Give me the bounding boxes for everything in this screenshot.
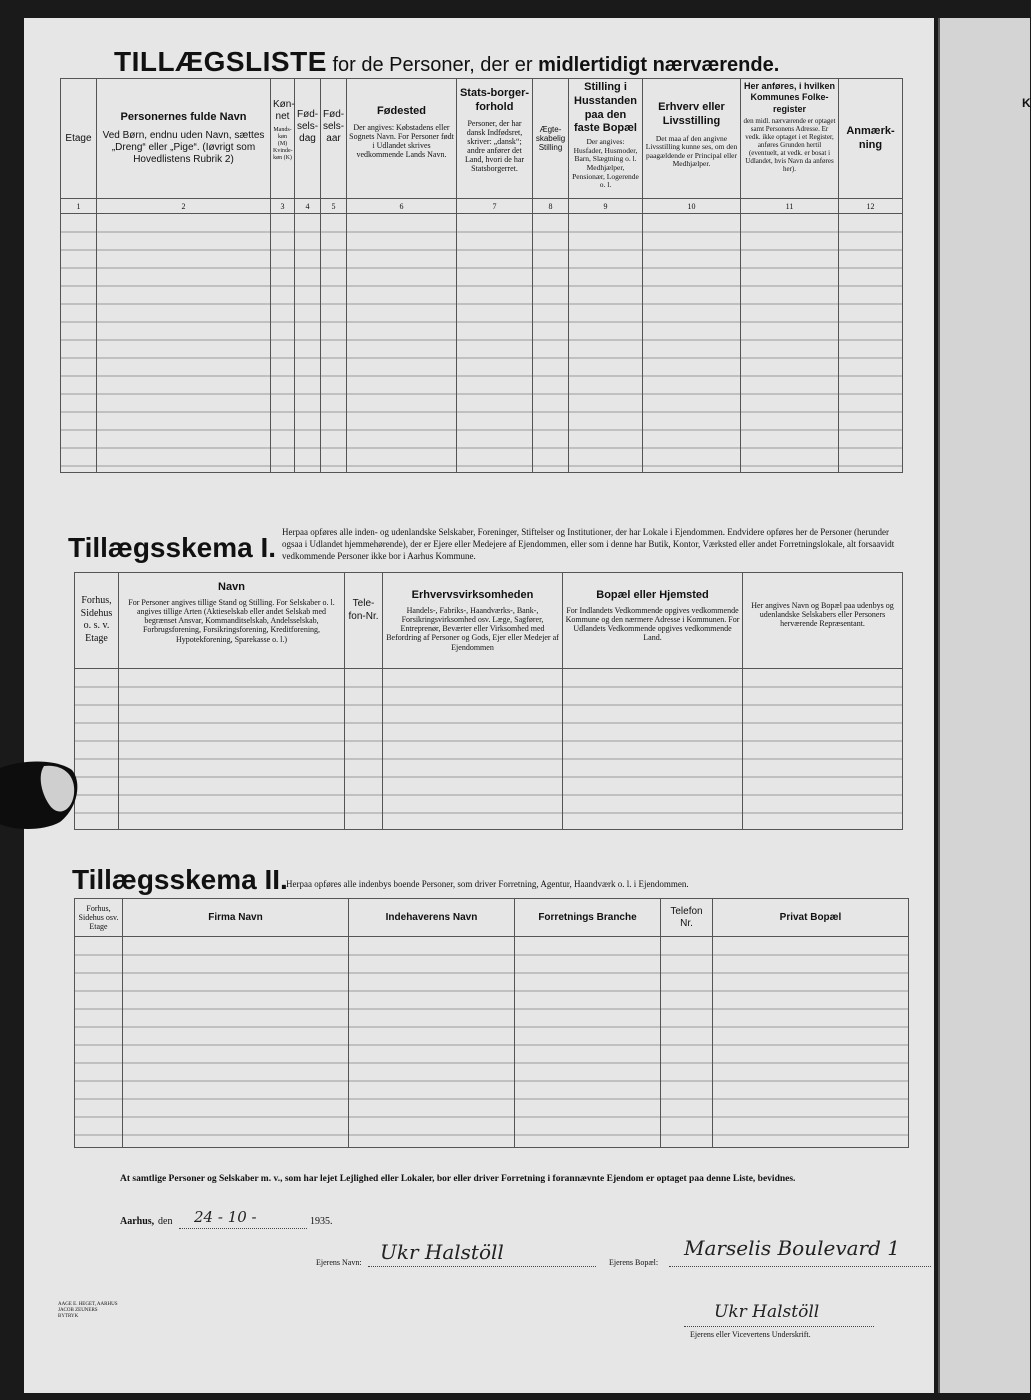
skema1-col-erhverv: Erhvervsvirksomheden Handels-, Fabriks-, Haandværks-, Bank-, Forsikringsvirksomhed osv. Læge, Sagfører, Entreprenør, Beværter eller Virksomhed med Befordring af Personer og Gods, Ejer eller Medejer af Ejendommen bbox=[383, 573, 563, 669]
skema2-title: Tillægsskema II. bbox=[72, 864, 288, 895]
col-fodselsaar-header: Fød-sels-aar bbox=[321, 79, 347, 199]
skema1-col-bopael: Bopæl eller Hjemsted For Indlandets Vedkommende opgives vedkommende Kommune og den nærmere Adresse i Kommunen. For Udlandets Vedkommende opgives vedkommende Land. bbox=[563, 573, 743, 669]
year-label: 1935. bbox=[310, 1216, 333, 1227]
col-etage-header: Etage bbox=[61, 79, 97, 199]
thumb-icon bbox=[0, 760, 80, 832]
skema1-table bbox=[74, 572, 903, 830]
col-fodselsdag-header: Fød-sels-dag bbox=[295, 79, 321, 199]
col-anmaerkning-header: Anmærk-ning bbox=[839, 79, 903, 199]
owner-name-label: Ejerens Navn: bbox=[316, 1258, 362, 1267]
skema1-col-repraesentant: Her angives Navn og Bopæl paa udenbys og udenlandske Selskabers eller Personers herværende Repræsentant. bbox=[743, 573, 903, 669]
col-fodested-header: Fødested Der angives: Købstadens eller Sognets Navn. For Personer født i Udlandet skrives vedkommende Lands Navn. bbox=[347, 79, 457, 199]
owner-address: Marselis Boulevard 1 bbox=[684, 1236, 900, 1260]
skema1-body bbox=[75, 669, 903, 830]
skema1-col-etage: Forhus, Sidehus o. s. v. Etage bbox=[75, 573, 119, 669]
skema1-header-row bbox=[75, 573, 903, 669]
skema2-table bbox=[74, 898, 909, 1148]
signature-label: Ejerens eller Vicevertens Underskrift. bbox=[690, 1330, 811, 1339]
col-stilling-header: Stilling i Husstanden paa den faste Bopæl Der angives: Husfader, Husmoder, Barn, Slægtning o. l. Medhjælper, Pensionær, Logerende o. l. bbox=[569, 79, 643, 199]
adjacent-page bbox=[938, 18, 1030, 1393]
skema1-col-telefon: Tele-fon-Nr. bbox=[345, 573, 383, 669]
main-table-header-row bbox=[61, 79, 903, 199]
skema2-body bbox=[75, 937, 909, 1148]
adjacent-page-letter: K bbox=[1022, 96, 1031, 110]
skema2-description: Herpaa opføres alle indenbys boende Personer, som driver Forretning, Agentur, Haandværk o. l. i Ejendommen. bbox=[286, 879, 689, 889]
skema1-title: Tillægsskema I. bbox=[68, 532, 277, 563]
date-handwritten: 24 - 10 - bbox=[194, 1208, 257, 1226]
owner-address-label: Ejerens Bopæl: bbox=[609, 1258, 659, 1267]
col-erhverv-header: Erhverv eller Livsstilling Det maa af den angivne Livsstilling kunne ses, om den paagældende er Principal eller Medhjælper. bbox=[643, 79, 741, 199]
col-konnet-header: Køn-net Mands-køn (M) Kvinde-køn (K) bbox=[271, 79, 295, 199]
main-table-body bbox=[61, 214, 903, 473]
col-aegteskabelig-header: Ægte-skabelig Stilling bbox=[533, 79, 569, 199]
form-title: TILLÆGSLISTE for de Personer, der er midlertidigt nærværende. bbox=[114, 46, 780, 77]
form-page bbox=[24, 18, 934, 1393]
attestation-text: At samtlige Personer og Selskaber m. v., som har lejet Lejlighed eller Lokaler, bor eller driver Forretning i forannævnte Ejendom er optaget paa denne Liste, bevidnes. bbox=[120, 1174, 796, 1184]
skema2-header-row: Forhus, Sidehus osv. Etage Firma Navn Indehaverens Navn Forretnings Branche Telefon Nr. Privat Bopæl bbox=[75, 899, 909, 937]
place-label: Aarhus, bbox=[120, 1216, 155, 1227]
col-folkeregister-header: Her anføres, i hvilken Kommunes Folke-register den midl. nærværende er optaget samt Personens Adresse. Er vedk. ikke optaget i et Register, anføres Grunden hertil (eventuelt, at vedk. er bosat i Udlandet, hvis Navn da anføres her). bbox=[741, 79, 839, 199]
printer-imprint: AAGE E. HEGET, AARHUS JACOB ZEUNERS BYTRYK bbox=[58, 1302, 118, 1319]
den-label: den bbox=[158, 1216, 173, 1227]
col-statsborger-header: Stats-borger-forhold Personer, der har dansk Indfødsret, skriver: „dansk“; andre anfører det Land, hvori de har Statsborgerret. bbox=[457, 79, 533, 199]
skema1-description: Herpaa opføres alle inden- og udenlandske Selskaber, Foreninger, Stiftelser og Institutioner, der har Lokale i Ejendommen. Endvidere opføres her de Personer (herunder ogsaa i Udlandet hjemmehørende), der er Ejere eller Medejere af Ejendommen, eller som i denne har Butik, Kontor, Værksted eller andet Forretningslokale, alt forsaavidt vedkommende Personer ikke bor i Aarhus Kommune. bbox=[282, 527, 895, 562]
owner-signature: Ukr Halstöll bbox=[714, 1302, 820, 1322]
owner-name-signature: Ukr Halstöll bbox=[380, 1240, 504, 1264]
col-navn-header: Personernes fulde Navn Ved Børn, endnu uden Navn, sættes „Dreng“ eller „Pige“. (Iøvrigt som Hovedlistens Rubrik 2) bbox=[97, 79, 271, 199]
main-table-number-row: 1 2 3 4 5 6 7 8 9 10 11 12 bbox=[61, 199, 903, 214]
main-table bbox=[60, 78, 903, 473]
skema1-col-navn: Navn For Personer angives tillige Stand og Stilling. For Selskaber o. l. angives tillige Arten (Aktieselskab eller andet Selskab med begrænset Ansvar, Kommanditselskab, Andelsselskab, Forbrugsforening, Forsikringsforening, Kreditforening, Hypotekforening, Sparekasse o. l.) bbox=[119, 573, 345, 669]
